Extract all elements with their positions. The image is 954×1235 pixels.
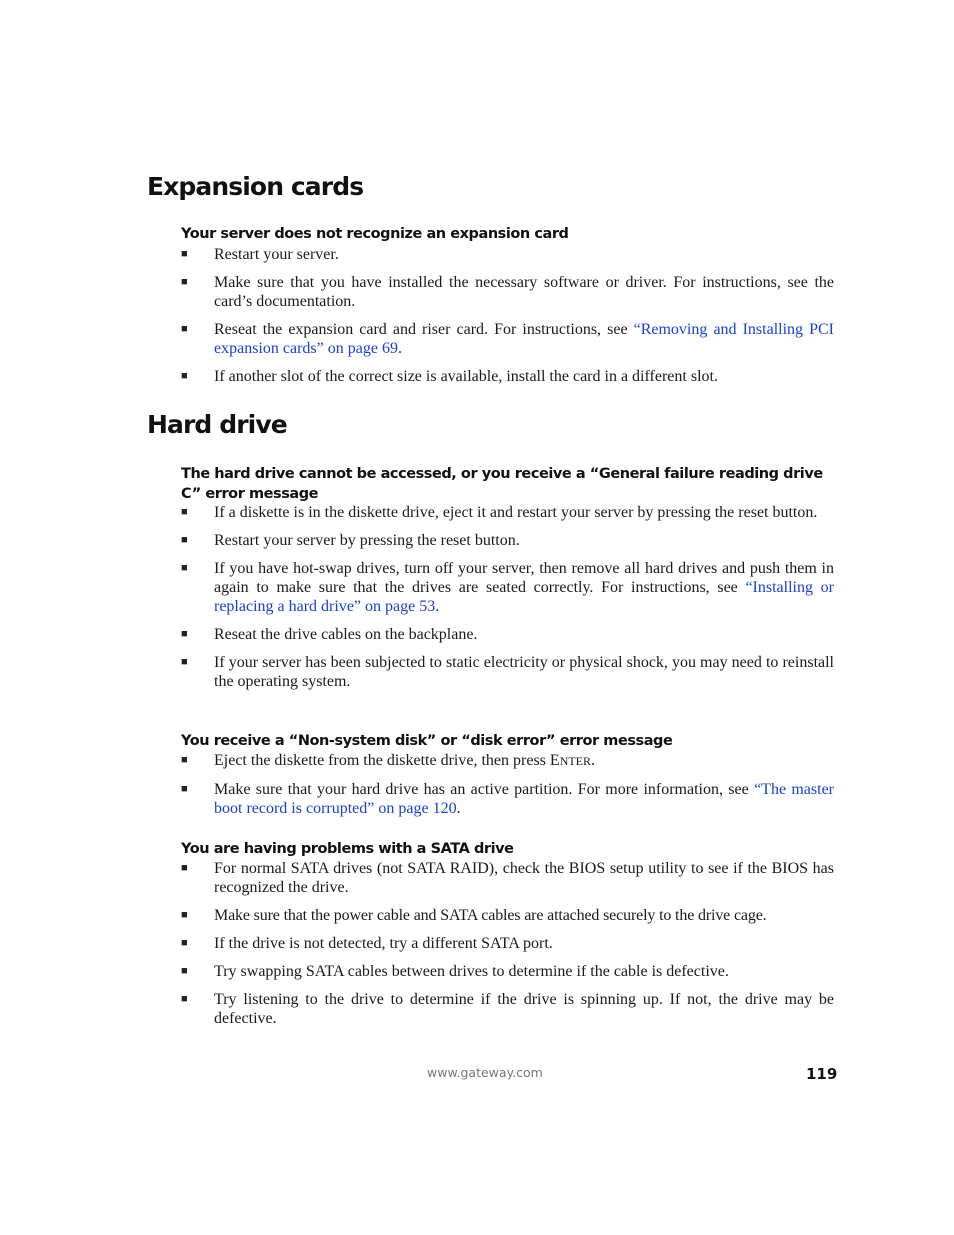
- list-item: ■ Reseat the drive cables on the backplane.: [181, 626, 478, 643]
- bullet-icon: ■: [181, 783, 188, 795]
- page-number: 119: [806, 1065, 838, 1083]
- bullet-icon: ■: [181, 862, 188, 874]
- list-item: ■ Try swapping SATA cables between drives to determine if the cable is defective.: [181, 963, 729, 980]
- bullet-icon: ■: [181, 370, 188, 382]
- list-item: ■ If your server has been subjected to static electricity or physical shock, you may need to reinstall the operating system.: [181, 654, 834, 690]
- list-hard-drive-access: [181, 503, 834, 691]
- subheading-non-system-disk: You receive a “Non-system disk” or “disk error” error message: [181, 733, 673, 749]
- bullet-icon: ■: [181, 937, 188, 949]
- key-enter: ENTER: [549, 752, 592, 769]
- list-item: ■ Make sure that the power cable and SATA cables are attached securely to the drive cage.: [181, 907, 767, 924]
- bullet-icon: ■: [181, 534, 188, 546]
- bullet-icon: ■: [181, 248, 188, 260]
- list-item: ■ If you have hot-swap drives, turn off your server, then remove all hard drives and push them in again to make sure that the drives are seated correctly. For instructions, see “Installing or replacing a hard drive” on page 53.: [181, 560, 834, 615]
- section-heading-hard-drive: Hard drive: [147, 410, 287, 439]
- list-item: ■ Restart your server.: [181, 246, 339, 263]
- bullet-icon: ■: [181, 628, 188, 640]
- list-item: ■ Make sure that you have installed the necessary software or driver. For instructions, see the card’s documentation.: [181, 274, 834, 310]
- link-removing-installing-pci[interactable]: “Removing and Installing PCI expansion cards” on page 69: [214, 321, 834, 357]
- bullet-icon: ■: [181, 656, 188, 668]
- list-non-system-disk: [181, 751, 834, 818]
- bullet-icon: ■: [181, 993, 188, 1005]
- subheading-sata-drive: You are having problems with a SATA drive: [181, 841, 514, 857]
- subheading-not-recognize: Your server does not recognize an expansion card: [181, 226, 569, 242]
- bullet-icon: ■: [181, 909, 188, 921]
- list-item: ■ Make sure that your hard drive has an active partition. For more information, see “The master boot record is corrupted” on page 120.: [181, 781, 835, 817]
- subheading-cannot-be-accessed: The hard drive cannot be accessed, or you receive a “General failure reading drive C” error message: [181, 466, 823, 502]
- list-expansion-card: [181, 245, 834, 386]
- link-master-boot-record[interactable]: “The master boot record is corrupted” on page 120: [214, 781, 835, 817]
- footer-url[interactable]: www.gateway.com: [427, 1065, 543, 1080]
- list-sata-drive: [181, 859, 834, 1028]
- section-heading-expansion-cards: Expansion cards: [147, 172, 364, 201]
- list-item: ■ If a diskette is in the diskette drive, eject it and restart your server by pressing the reset button.: [181, 504, 818, 521]
- link-installing-replacing-hard-drive[interactable]: “Installing or replacing a hard drive” on page 53: [214, 579, 834, 615]
- list-item: ■ Eject the diskette from the diskette drive, then press ENTER.: [181, 752, 596, 769]
- bullet-icon: ■: [181, 506, 188, 518]
- list-item: ■ If another slot of the correct size is available, install the card in a different slot.: [181, 368, 718, 385]
- bullet-icon: ■: [181, 276, 188, 288]
- bullet-icon: ■: [181, 754, 188, 766]
- list-item: ■ For normal SATA drives (not SATA RAID), check the BIOS setup utility to see if the BIOS has recognized the drive.: [181, 860, 834, 896]
- list-item: ■ If the drive is not detected, try a different SATA port.: [181, 935, 553, 952]
- bullet-icon: ■: [181, 323, 188, 335]
- list-item: ■ Reseat the expansion card and riser card. For instructions, see “Removing and Installing PCI expansion cards” on page 69.: [181, 321, 834, 357]
- bullet-icon: ■: [181, 965, 188, 977]
- list-item: ■ Try listening to the drive to determine if the drive is spinning up. If not, the drive may be defective.: [181, 991, 834, 1027]
- bullet-icon: ■: [181, 562, 188, 574]
- list-item: ■ Restart your server by pressing the reset button.: [181, 532, 520, 549]
